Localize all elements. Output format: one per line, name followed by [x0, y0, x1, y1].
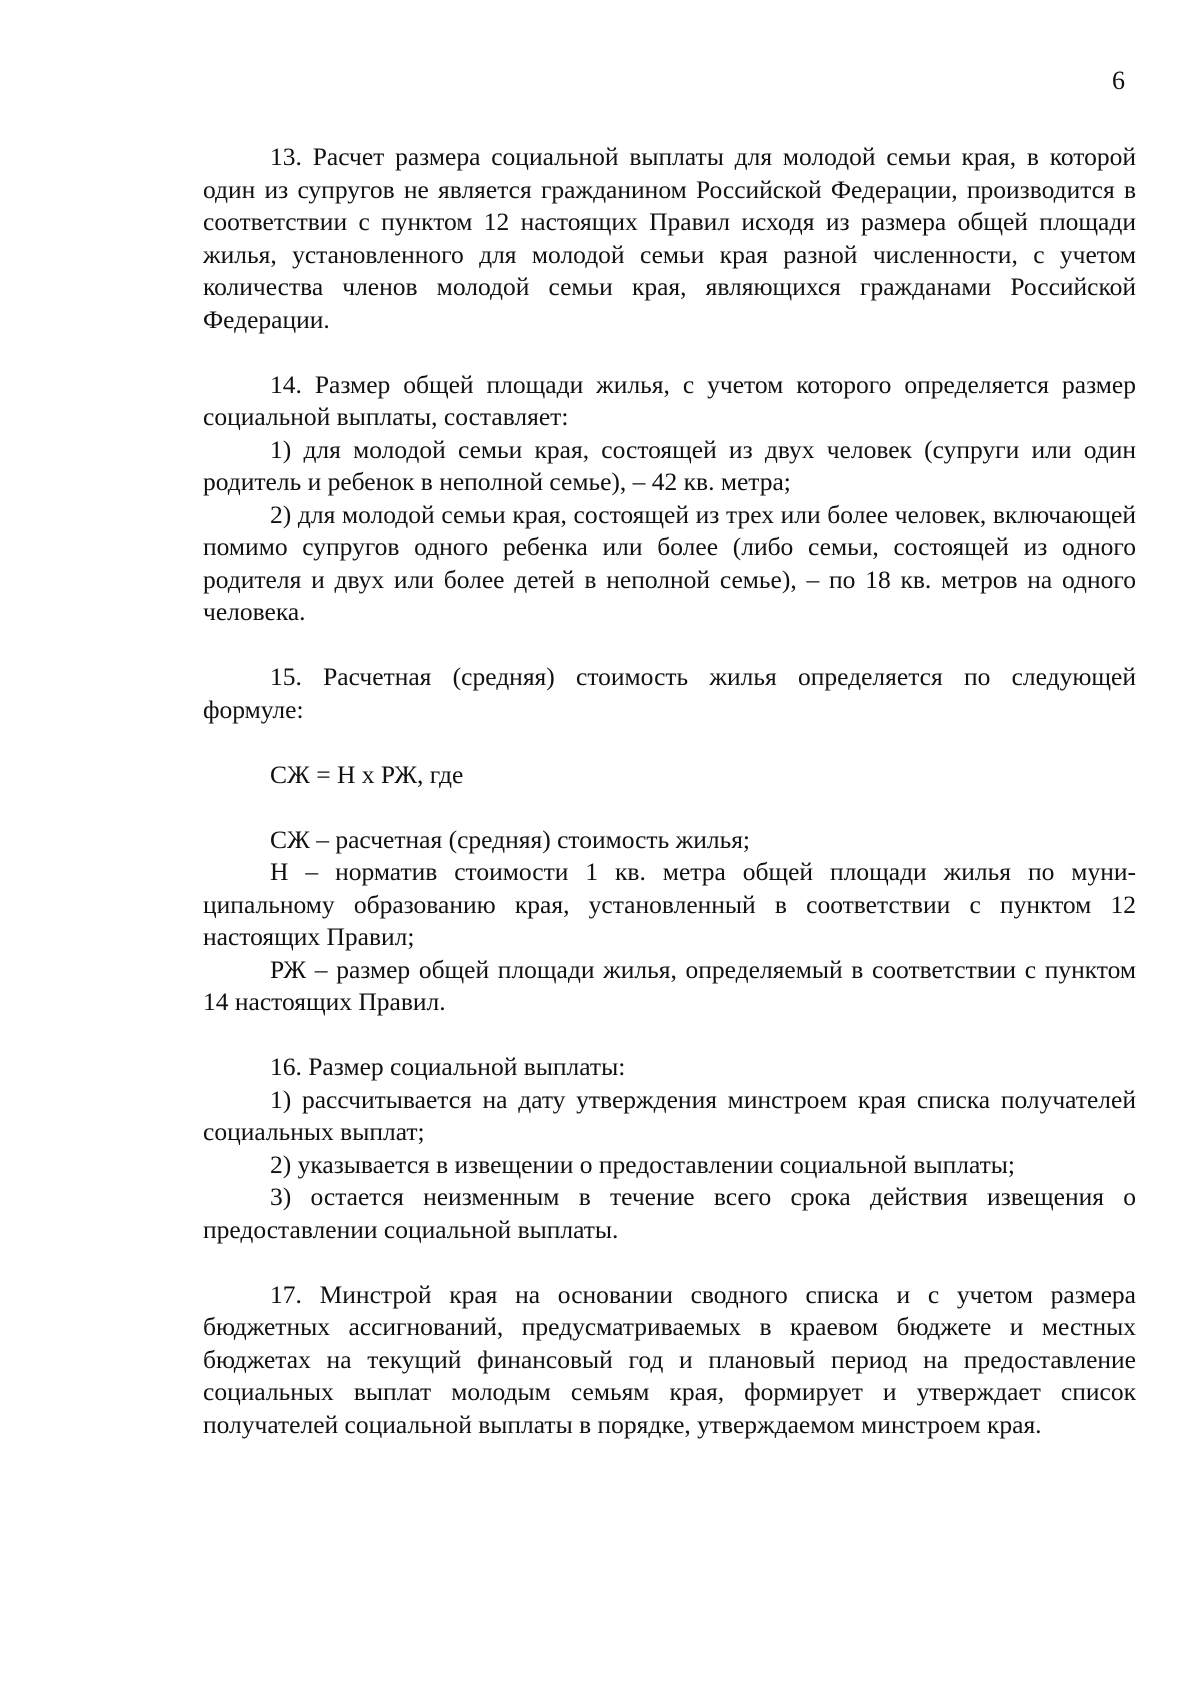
paragraph-16-item-3: 3) остается неизменным в течение всего срока действия извещения о предоставлении социальной выплаты. — [203, 1182, 1136, 1244]
spacer — [203, 1246, 1136, 1279]
spacer — [203, 791, 1136, 824]
formula: СЖ = Н х РЖ, где — [270, 759, 464, 789]
definition-n: Н – норматив стоимости 1 кв. метра общей площади жилья по муниципальному образованию края, установленный в соответствии с пунктом 12 настоящих Правил; — [203, 857, 1136, 951]
definition-szh: СЖ – расчетная (средняя) стоимость жилья; — [270, 824, 751, 854]
paragraph-16-item-2: 2) указывается в извещении о предоставлении социальной выплаты; — [270, 1149, 1015, 1179]
spacer — [203, 1019, 1136, 1052]
paragraph-17: 17. Минстрой края на основании сводного списка и с учетом размера бюджетных ассигнований, предусматриваемых в краевом бюджете и местных бюджетах на текущий финансовый год и плановый период на предоставление социальных выплат молодым семьям края, формирует и утверждает список получателей социальной выплаты в порядке, утверждаемом минстроем края. — [203, 1279, 1136, 1439]
paragraph-16-item-1: 1) рассчитывается на дату утверждения минстроем края списка получателей социальных выплат; — [203, 1084, 1136, 1146]
section-15 — [203, 661, 1136, 1019]
section-13 — [203, 141, 1136, 336]
definition-rzh: РЖ – размер общей площади жилья, определяемый в соответствии с пунктом 14 настоящих Правил. — [203, 954, 1136, 1016]
paragraph-15-intro: 15. Расчетная (средняя) стоимость жилья определяется по следующей формуле: — [203, 662, 1136, 724]
section-14 — [203, 369, 1136, 629]
spacer — [203, 726, 1136, 759]
paragraph-16-intro: 16. Размер социальной выплаты: — [270, 1052, 626, 1081]
spacer — [203, 336, 1136, 369]
spacer — [203, 629, 1136, 662]
section-17 — [203, 1279, 1136, 1442]
paragraph-14-item-2: 2) для молодой семьи края, состоящей из трех или более человек, включающей помимо супругов одного ребенка или более (либо семьи, состоящей из одного родителя и двух или более детей в неполной семье), – по 18 кв. метров на одного человека. — [203, 499, 1136, 626]
paragraph-14-intro: 14. Размер общей площади жилья, с учетом которого определяется размер социальной выплаты, составляет: — [203, 369, 1136, 431]
document-body — [203, 141, 1136, 1441]
paragraph-13: 13. Расчет размера социальной выплаты для молодой семьи края, в которой один из супругов не является гражданином Российской Федерации, производится в соответствии с пунктом 12 настоящих Правил исходя из размера общей площади жилья, установленного для молодой семьи края разной численности, с учетом количества членов молодой семьи края, являющихся гражданами Российской Федерации. — [203, 142, 1136, 334]
page-number: 6 — [1112, 66, 1125, 95]
section-16 — [203, 1051, 1136, 1246]
paragraph-14-item-1: 1) для молодой семьи края, состоящей из двух человек (супруги или один родитель и ребенок в неполной семье), – 42 кв. метра; — [203, 434, 1136, 496]
